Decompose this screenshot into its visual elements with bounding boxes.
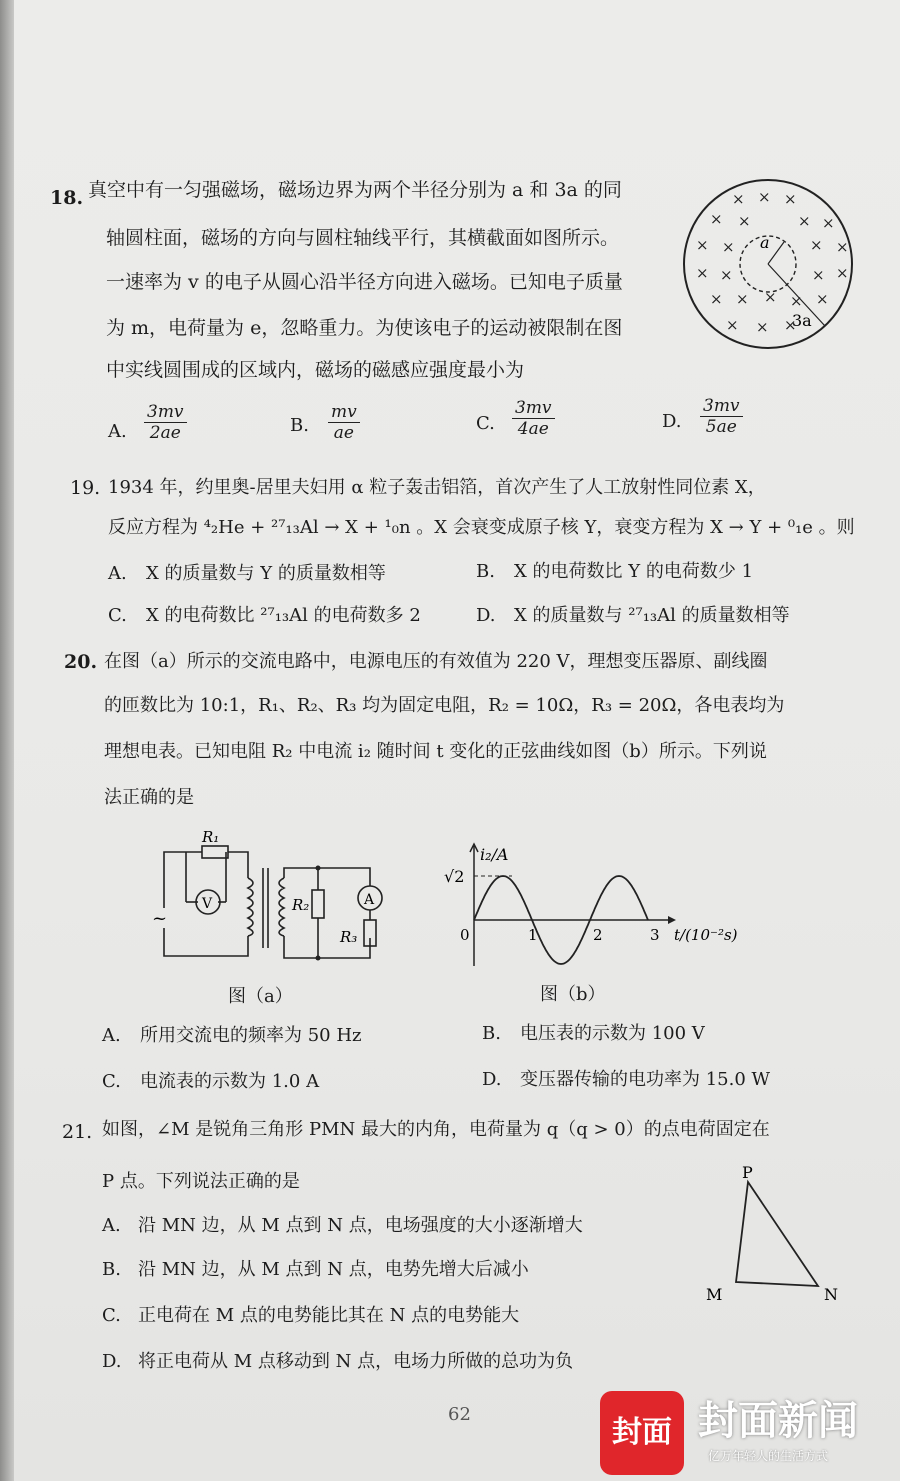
- field-mark: ×: [764, 288, 777, 306]
- question-text-line: 为 m，电荷量为 e，忽略重力。为使该电子的运动被限制在图: [106, 317, 623, 339]
- question-number: 20.: [64, 651, 98, 673]
- option-d-text: 变压器传输的电功率为 15.0 W: [520, 1069, 771, 1090]
- field-mark: ×: [798, 212, 811, 230]
- fraction-denominator: 2ae: [149, 423, 181, 443]
- y-tick-label: √2: [444, 867, 465, 886]
- field-mark: ×: [696, 236, 709, 254]
- watermark-logo: 封面: [600, 1391, 684, 1475]
- fraction-denominator: 4ae: [517, 419, 549, 439]
- voltmeter-label: V: [202, 896, 213, 912]
- figure-a-caption: 图（a）: [228, 986, 293, 1007]
- option-a-text: 沿 MN 边，从 M 点到 N 点，电场强度的大小逐渐增大: [138, 1215, 583, 1236]
- magnetic-field-figure: [680, 176, 860, 356]
- fraction-numerator: 3mv: [512, 398, 555, 419]
- option-b-text: X 的电荷数比 Y 的电荷数少 1: [514, 561, 754, 582]
- field-direction-marks: [696, 188, 849, 336]
- field-mark: ×: [756, 318, 769, 336]
- x-tick-label: 2: [593, 926, 603, 944]
- option-b-text: 电压表的示数为 100 V: [520, 1023, 705, 1044]
- watermark: [600, 1385, 890, 1481]
- field-mark: ×: [816, 290, 829, 308]
- question-text-line: 法正确的是: [104, 787, 194, 808]
- question-number: 21.: [62, 1121, 93, 1143]
- fraction-numerator: mv: [328, 402, 360, 423]
- x-tick-label: 0: [460, 926, 470, 944]
- option-b-key: B.: [102, 1259, 121, 1280]
- question-text-line: 反应方程为 ⁴₂He + ²⁷₁₃Al → X + ¹₀n 。X 会衰变成原子核 Y，衰变方程为 X → Y + ⁰₁e 。则: [108, 517, 855, 538]
- option-c-text: X 的电荷数比 ²⁷₁₃Al 的电荷数多 2: [146, 605, 421, 626]
- question-text-line: 1934 年，约里奥-居里夫妇用 α 粒子轰击铝箔，首次产生了人工放射性同位素 X，: [108, 477, 766, 498]
- option-a-text: X 的质量数与 Y 的质量数相等: [146, 563, 386, 584]
- question-number: 18.: [50, 187, 84, 209]
- field-mark: ×: [696, 264, 709, 282]
- question-text-line: P 点。下列说法正确的是: [102, 1171, 300, 1192]
- point-p-label: P: [742, 1163, 753, 1182]
- option-key: D.: [662, 411, 682, 432]
- label-r1: R₁: [202, 828, 220, 846]
- option-fraction: [328, 402, 360, 443]
- field-mark: ×: [790, 292, 803, 310]
- fraction-denominator: 5ae: [705, 417, 737, 437]
- watermark-slogan: 亿万年轻人的生活方式: [708, 1449, 829, 1463]
- ammeter-label: A: [364, 892, 375, 908]
- point-n-label: N: [824, 1285, 838, 1304]
- field-mark: ×: [720, 266, 733, 284]
- option-d-text: 将正电荷从 M 点移动到 N 点，电场力所做的总功为负: [138, 1351, 574, 1372]
- option-fraction: [512, 398, 555, 439]
- y-axis-label: i₂/A: [480, 845, 509, 864]
- fraction-denominator: ae: [333, 423, 354, 443]
- question-text-line: 理想电表。已知电阻 R₂ 中电流 i₂ 随时间 t 变化的正弦曲线如图（b）所示。下列说: [104, 741, 767, 762]
- option-c-key: C.: [108, 605, 127, 626]
- field-mark: ×: [710, 210, 723, 228]
- fraction-numerator: 3mv: [144, 402, 187, 423]
- page-binding-shadow: [0, 0, 14, 1481]
- field-mark: ×: [784, 190, 797, 208]
- inner-radius-label: a: [760, 233, 770, 252]
- watermark-name: 封面新闻: [698, 1398, 858, 1444]
- question-text-line: 一速率为 v 的电子从圆心沿半径方向进入磁场。已知电子质量: [106, 271, 623, 293]
- option-c-key: C.: [102, 1305, 121, 1326]
- option-d-key: D.: [102, 1351, 122, 1372]
- x-axis-label: t/(10⁻²s): [674, 926, 738, 944]
- option-key: C.: [476, 413, 495, 434]
- fraction-numerator: 3mv: [700, 396, 743, 417]
- option-a-text: 所用交流电的频率为 50 Hz: [140, 1025, 362, 1046]
- option-a-key: A.: [102, 1025, 121, 1046]
- field-mark: ×: [758, 188, 771, 206]
- field-mark: ×: [738, 212, 751, 230]
- current-graph-b: [436, 832, 756, 972]
- option-d-text: X 的质量数与 ²⁷₁₃Al 的质量数相等: [514, 605, 790, 626]
- triangle-pmn-figure: [700, 1160, 850, 1310]
- option-b-key: B.: [476, 561, 495, 582]
- field-mark: ×: [812, 266, 825, 284]
- field-mark: ×: [726, 316, 739, 334]
- option-d-key: D.: [482, 1069, 502, 1090]
- label-r2: R₂: [292, 896, 310, 914]
- label-r3: R₃: [340, 928, 358, 946]
- option-d-key: D.: [476, 605, 496, 626]
- question-text-line: 中实线圆围成的区域内，磁场的磁感应强度最小为: [106, 359, 525, 381]
- option-c-text: 正电荷在 M 点的电势能比其在 N 点的电势能大: [138, 1305, 520, 1326]
- field-mark: ×: [722, 238, 735, 256]
- field-mark: ×: [736, 290, 749, 308]
- question-number: 19.: [70, 477, 101, 499]
- option-a-key: A.: [102, 1215, 121, 1236]
- question-text-line: 真空中有一匀强磁场，磁场边界为两个半径分别为 a 和 3a 的同: [88, 179, 622, 201]
- question-text-line: 如图，∠M 是锐角三角形 PMN 最大的内角，电荷量为 q（q > 0）的点电荷固定在: [102, 1119, 770, 1140]
- field-mark: ×: [810, 236, 823, 254]
- field-mark: ×: [784, 316, 797, 334]
- x-tick-label: 3: [650, 926, 660, 944]
- option-a-key: A.: [108, 563, 127, 584]
- option-fraction: [144, 402, 187, 443]
- ac-source-symbol: ~: [152, 908, 168, 929]
- question-text-line: 轴圆柱面，磁场的方向与圆柱轴线平行，其横截面如图所示。: [106, 227, 620, 249]
- option-c-text: 电流表的示数为 1.0 A: [140, 1071, 320, 1092]
- figure-b-caption: 图（b）: [540, 984, 606, 1005]
- option-b-key: B.: [482, 1023, 501, 1044]
- option-fraction: [700, 396, 743, 437]
- option-key: A.: [108, 421, 127, 442]
- point-m-label: M: [706, 1285, 723, 1304]
- option-c-key: C.: [102, 1071, 121, 1092]
- circuit-diagram-a: [150, 828, 390, 978]
- field-mark: ×: [836, 238, 849, 256]
- page-number: 62: [448, 1404, 471, 1425]
- field-mark: ×: [836, 264, 849, 282]
- field-mark: ×: [732, 190, 745, 208]
- field-mark: ×: [822, 214, 835, 232]
- question-text-line: 的匝数比为 10:1，R₁、R₂、R₃ 均为固定电阻，R₂ = 10Ω，R₃ = 20Ω，各电表均为: [104, 695, 785, 716]
- x-tick-label: 1: [528, 926, 538, 944]
- question-text-line: 在图（a）所示的交流电路中，电源电压的有效值为 220 V，理想变压器原、副线圈: [104, 651, 768, 672]
- field-mark: ×: [710, 290, 723, 308]
- outer-radius-label: 3a: [792, 311, 812, 330]
- option-key: B.: [290, 415, 309, 436]
- option-b-text: 沿 MN 边，从 M 点到 N 点，电势先增大后减小: [138, 1259, 529, 1280]
